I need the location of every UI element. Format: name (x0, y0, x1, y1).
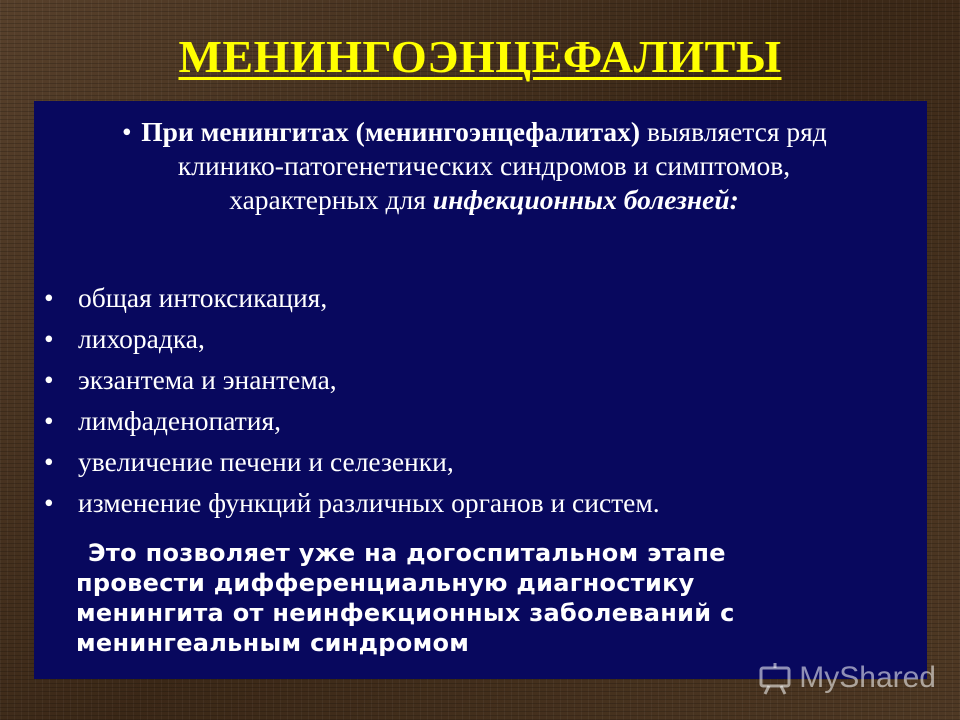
list-item (44, 281, 904, 322)
presentation-board-icon (757, 660, 793, 696)
list-item (44, 445, 904, 486)
lead-bold-text: При менингитах (менингоэнцефалитах) (141, 116, 641, 147)
list-item-text: лихорадка, (78, 323, 205, 354)
conclusion-line: менингеальным синдромом (76, 629, 470, 657)
lead-normal-text: выявляется ряд клинико-патогенетических синдромов и симптомов, характерных для (177, 116, 827, 215)
lead-paragraph (122, 115, 834, 217)
list-item (44, 486, 904, 527)
bullet-dot: • (44, 405, 54, 436)
bullet-dot: • (44, 487, 54, 518)
watermark (757, 660, 936, 696)
symptom-list (44, 281, 904, 527)
list-item (44, 404, 904, 445)
conclusion-line: провести дифференциальную диагностику (76, 569, 695, 597)
bullet-dot: • (44, 323, 54, 354)
bullet-dot: • (44, 282, 54, 313)
slide-title: МЕНИНГОЭНЦЕФАЛИТЫ (178, 31, 782, 82)
lead-italic-text: инфекционных болезней: (432, 184, 739, 215)
watermark-text: MyShared (799, 661, 936, 694)
list-item (44, 322, 904, 363)
list-item-text: общая интоксикация, (78, 282, 328, 313)
list-item-text: изменение функций различных органов и систем. (78, 487, 660, 518)
bullet-dot: • (44, 446, 54, 477)
lead-bullet: • (122, 116, 132, 147)
bullet-dot: • (44, 364, 54, 395)
list-item-text: увеличение печени и селезенки, (78, 446, 454, 477)
list-item-text: экзантема и энантема, (78, 364, 337, 395)
conclusion-line: менингита от неинфекционных заболеваний с (76, 599, 735, 627)
content-panel (34, 101, 927, 679)
list-item-text: лимфаденопатия, (78, 405, 282, 436)
conclusion-line: Это позволяет уже на догоспитальном этапе (88, 539, 726, 567)
list-item (44, 363, 904, 404)
conclusion-paragraph (76, 538, 876, 658)
